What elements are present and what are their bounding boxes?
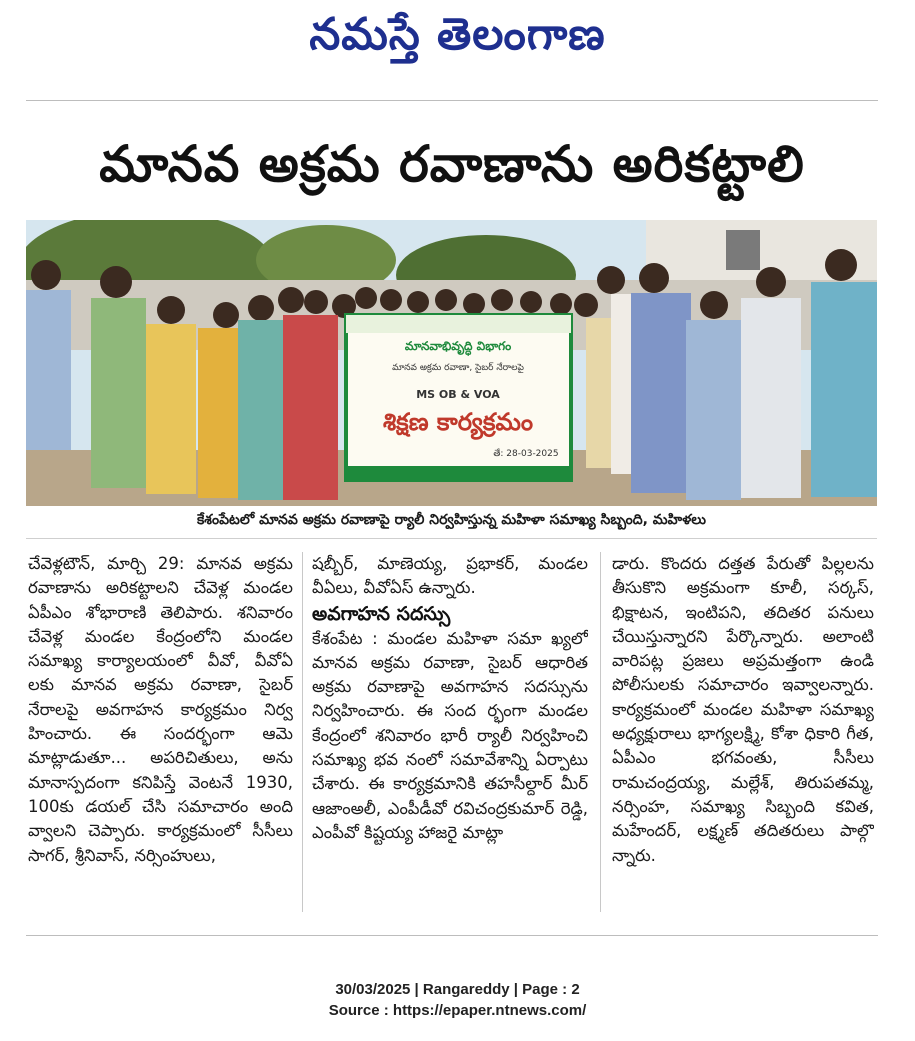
column-text: కేశంపేట : మండల మహిళా సమా ఖ్యలో మానవ అక్రమ రవాణా, సైబర్ ఆధారిత అక్రమ రవాణాపై అవగాహన సదస్సును నిర్వహించారు. ఈ సంద ర్భంగా మండల కేంద్రంలో శనివారం భారీ ర్యాలీ నిర్వహించి సమాఖ్య భవ నంలో సమావేశాన్ని ఏర్పాటు చేశారు. ఈ కార్యక్రమానికి తహసీల్దార్ మీర్ ఆజాంఅలీ, ఎంపీడీవో రవిచంద్రకుమార్ రెడ్డి, ఎంపీవో కిష్టయ్య హాజరై మాట్లా	[312, 628, 588, 842]
column-text: షబ్బీర్, మాణెయ్య, ప్రభాకర్, మండల వీఏలు, వీవోఏస్ ఉన్నారు.	[312, 554, 588, 598]
banner-title: మానవాభివృద్ధి విభాగం	[404, 339, 512, 353]
article-column-1	[28, 552, 293, 922]
masthead	[0, 0, 915, 80]
banner-main-text: శిక్షణ కార్యక్రమం	[382, 408, 534, 436]
column-divider	[600, 552, 601, 912]
article-column-3	[612, 552, 874, 922]
footer-source-link[interactable]: Source : https://epaper.ntnews.com/	[328, 1002, 587, 1019]
divider	[26, 935, 878, 936]
divider	[26, 538, 877, 539]
divider	[26, 100, 878, 101]
newspaper-logo: నమస్తే తెలంగాణ	[309, 9, 606, 60]
headline	[26, 130, 878, 210]
footer-date-edition: 30/03/2025 | Rangareddy | Page : 2	[335, 981, 580, 998]
banner-date: తే: 28-03-2025	[493, 449, 559, 459]
article-column-2	[312, 552, 588, 922]
photo-caption: కేశంపేటలో మానవ అక్రమ రవాణాపై ర్యాలీ నిర్వహిస్తున్న మహిళా సమాఖ్య సిబ్బంది, మహిళలు	[196, 512, 707, 528]
banner-code: MS OB & VOA	[416, 388, 500, 401]
column-divider	[302, 552, 303, 912]
column-text: డారు. కొందరు దత్తత పేరుతో పిల్లలను తీసుకొని అక్రమంగా కూలీ, సర్కస్, భిక్షాటన, ఇంటిపని, తదితర పనులు చేయిస్తున్నారని పేర్కొన్నారు. అలాంటి వారిపట్ల ప్రజలు అప్రమత్తంగా ఉండి పోలీసులకు సమాచారం ఇవ్వాలన్నారు. కార్యక్రమంలో మండల మహిళా సమాఖ్య అధ్యక్షురాలు భాగ్యలక్ష్మి, కోశా ధికారి గీత, ఏపీఎం భగవంతు, సీసీలు రామచంద్రయ్య, మల్లేశ్, తిరుపతమ్మ, నర్సింహ, సమాఖ్య సిబ్బంది కవిత, మహేందర్, లక్ష్మణ్ తదితరులు పాల్గొ న్నారు.	[612, 554, 874, 865]
article-headline: మానవ అక్రమ రవాణాను అరికట్టాలి	[99, 134, 805, 193]
banner-subtitle: మానవ అక్రమ రవాణా, సైబర్ నేరాలపై	[392, 363, 524, 373]
column-text: చేవెళ్లటౌన్, మార్చి 29: మానవ అక్రమ రవాణాను అరికట్టాలని చేవెళ్ల మండల ఏపీఎం శోభారాణి తెలిపారు. శనివారం చేవెళ్ల మండల కేంద్రంలోని మండల సమాఖ్య కార్యాలయంలో వీవో, వీవోఏ లకు మానవ అక్రమ రవాణా, సైబర్ నేరాలపై అవగాహన కార్యక్రమం నిర్వ హించారు. ఈ సందర్భంగా ఆమె మాట్లాడుతూ... అపరిచితులు, అను మానాస్పదంగా కనిపిస్తే వెంటనే 1930, 100కు డయల్ చేసి సమాచారం అంది వ్వాలని చెప్పారు. కార్యక్రమంలో సీసీలు సాగర్, శ్రీనివాస్, నర్సింహులు,	[28, 554, 293, 865]
rally-photo-illustration	[26, 220, 877, 506]
news-photo	[26, 220, 877, 506]
section-subheading: అవగాహన సదస్సు	[312, 602, 451, 625]
